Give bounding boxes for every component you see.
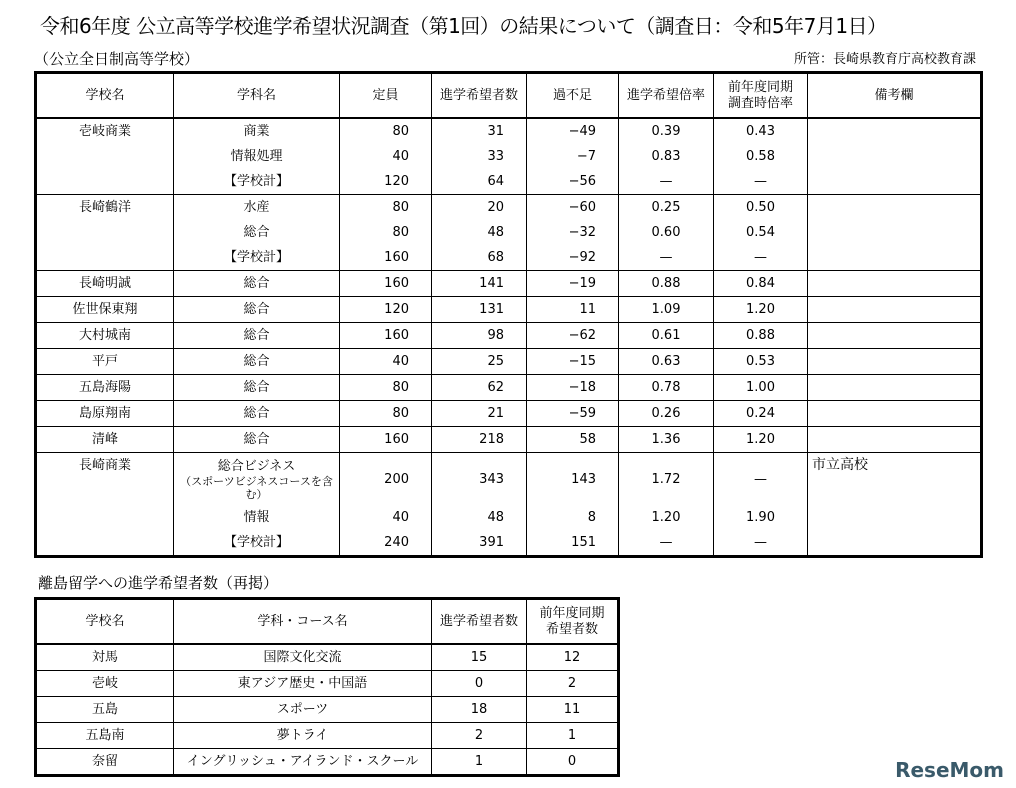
capacity: 80 [340,118,432,144]
surplus-deficit: −56 [527,169,619,195]
application-ratio: — [619,530,714,557]
island-study-table [34,597,620,777]
application-ratio: 0.26 [619,401,714,427]
prev-ratio: 0.24 [714,401,808,427]
prev-applicants: 11 [527,697,619,723]
table-row [36,118,982,144]
remarks [808,427,982,453]
table-row [36,195,982,221]
capacity: 80 [340,401,432,427]
school-name: 長崎鶴洋 [36,195,174,271]
course-name: 【学校計】 [174,169,340,195]
column-header: 前年度同期 希望者数 [527,599,619,645]
table-row [36,401,982,427]
table-row [36,749,619,776]
school-name: 長崎商業 [36,453,174,557]
application-ratio: 0.83 [619,144,714,169]
table-row [36,644,619,671]
course-name: 【学校計】 [174,530,340,557]
applicants: 343 [432,453,527,506]
applicants: 48 [432,220,527,245]
prev-ratio: — [714,245,808,271]
applicants: 18 [432,697,527,723]
applicants: 31 [432,118,527,144]
prev-ratio: 1.20 [714,427,808,453]
application-status-table [34,71,983,558]
prev-applicants: 1 [527,723,619,749]
school-name: 島原翔南 [36,401,174,427]
table-row [36,323,982,349]
applicants: 48 [432,505,527,530]
applicants: 62 [432,375,527,401]
school-name: 奈留 [36,749,174,776]
prev-ratio: 1.90 [714,505,808,530]
column-header: 定員 [340,73,432,119]
school-name: 五島海陽 [36,375,174,401]
school-name: 壱岐商業 [36,118,174,195]
table-row [36,271,982,297]
surplus-deficit: −60 [527,195,619,221]
course-name: スポーツ [174,697,432,723]
application-ratio: 0.63 [619,349,714,375]
column-header: 備考欄 [808,73,982,119]
course-name: イングリッシュ・アイランド・スクール [174,749,432,776]
prev-ratio: 1.00 [714,375,808,401]
capacity: 80 [340,195,432,221]
surplus-deficit: −19 [527,271,619,297]
page-title: 令和6年度 公立高等学校進学希望状況調査（第1回）の結果について（調査日：令和5年7月1日） [40,14,887,38]
prev-ratio: 0.88 [714,323,808,349]
capacity: 40 [340,144,432,169]
applicants: 98 [432,323,527,349]
application-ratio: 1.20 [619,505,714,530]
prev-ratio: 0.84 [714,271,808,297]
surplus-deficit: −15 [527,349,619,375]
application-ratio: 0.60 [619,220,714,245]
course-name: 情報 [174,505,340,530]
course-name-text: 総合ビジネス [217,458,296,474]
surplus-deficit: 151 [527,530,619,557]
column-header: 学校名 [36,599,174,645]
course-name: 【学校計】 [174,245,340,271]
capacity: 160 [340,427,432,453]
application-ratio: 1.72 [619,453,714,506]
application-ratio: 0.39 [619,118,714,144]
column-header: 進学希望者数 [432,73,527,119]
applicants: 131 [432,297,527,323]
prev-ratio: — [714,169,808,195]
application-ratio: — [619,245,714,271]
application-ratio: 0.78 [619,375,714,401]
applicants: 64 [432,169,527,195]
applicants: 20 [432,195,527,221]
remarks [808,271,982,297]
prev-applicants: 2 [527,671,619,697]
application-ratio: 0.88 [619,271,714,297]
school-name: 五島南 [36,723,174,749]
column-header: 学科・コース名 [174,599,432,645]
table-row [36,349,982,375]
column-header: 学校名 [36,73,174,119]
prev-applicants: 0 [527,749,619,776]
remarks [808,401,982,427]
prev-ratio: 0.43 [714,118,808,144]
application-ratio: 1.36 [619,427,714,453]
application-ratio: 0.25 [619,195,714,221]
surplus-deficit: −59 [527,401,619,427]
remarks [808,375,982,401]
surplus-deficit: −7 [527,144,619,169]
course-name: 総合 [174,349,340,375]
applicants: 21 [432,401,527,427]
surplus-deficit: −32 [527,220,619,245]
applicants: 25 [432,349,527,375]
prev-ratio: 0.50 [714,195,808,221]
table-row [36,297,982,323]
course-name: 総合 [174,427,340,453]
applicants: 218 [432,427,527,453]
surplus-deficit: −49 [527,118,619,144]
prev-applicants: 12 [527,644,619,671]
remarks [808,323,982,349]
capacity: 120 [340,297,432,323]
section2-title: 離島留学への進学希望者数（再掲） [38,574,279,592]
school-name: 長崎明誠 [36,271,174,297]
course-name: 国際文化交流 [174,644,432,671]
school-name: 佐世保東翔 [36,297,174,323]
surplus-deficit: −62 [527,323,619,349]
school-name: 壱岐 [36,671,174,697]
surplus-deficit: 143 [527,453,619,506]
applicants: 0 [432,671,527,697]
school-name: 清峰 [36,427,174,453]
header-row [36,73,982,119]
resemom-logo: ReseMom [895,758,1004,782]
application-ratio: — [619,169,714,195]
department: 所管：長崎県教育庁高校教育課 [793,52,976,67]
applicants: 15 [432,644,527,671]
applicants: 391 [432,530,527,557]
capacity: 80 [340,220,432,245]
course-name: 総合 [174,375,340,401]
capacity: 40 [340,505,432,530]
application-ratio: 1.09 [619,297,714,323]
course-name: 夢トライ [174,723,432,749]
school-name: 五島 [36,697,174,723]
capacity: 120 [340,169,432,195]
header-row [36,599,619,645]
applicants: 2 [432,723,527,749]
surplus-deficit: 8 [527,505,619,530]
remarks [808,349,982,375]
prev-ratio: — [714,530,808,557]
surplus-deficit: 58 [527,427,619,453]
school-name: 対馬 [36,644,174,671]
course-name: 東アジア歴史・中国語 [174,671,432,697]
prev-ratio: 0.58 [714,144,808,169]
remarks [808,297,982,323]
course-name: 総合 [174,220,340,245]
course-name: 総合 [174,323,340,349]
application-ratio: 0.61 [619,323,714,349]
applicants: 1 [432,749,527,776]
table-row [36,375,982,401]
column-header: 学科名 [174,73,340,119]
course-name [174,453,340,506]
capacity: 160 [340,323,432,349]
course-name: 水産 [174,195,340,221]
prev-ratio: 0.54 [714,220,808,245]
capacity: 200 [340,453,432,506]
surplus-deficit: −18 [527,375,619,401]
applicants: 141 [432,271,527,297]
remarks: 市立高校 [808,453,982,557]
table-row [36,427,982,453]
column-header: 進学希望倍率 [619,73,714,119]
table-row [36,671,619,697]
capacity: 160 [340,245,432,271]
capacity: 240 [340,530,432,557]
remarks [808,195,982,271]
capacity: 160 [340,271,432,297]
column-header: 過不足 [527,73,619,119]
capacity: 80 [340,375,432,401]
course-name: 総合 [174,401,340,427]
course-name: 商業 [174,118,340,144]
column-header: 前年度同期 調査時倍率 [714,73,808,119]
table-row [36,697,619,723]
surplus-deficit: 11 [527,297,619,323]
course-name: 総合 [174,271,340,297]
course-name: 情報処理 [174,144,340,169]
subtitle: （公立全日制高等学校） [34,50,200,68]
school-name: 平戸 [36,349,174,375]
applicants: 68 [432,245,527,271]
column-header: 進学希望者数 [432,599,527,645]
prev-ratio: 0.53 [714,349,808,375]
applicants: 33 [432,144,527,169]
capacity: 40 [340,349,432,375]
remarks [808,118,982,195]
table-row [36,723,619,749]
course-subnote: （スポーツビジネスコースを含む） [180,474,333,501]
course-name: 総合 [174,297,340,323]
school-name: 大村城南 [36,323,174,349]
surplus-deficit: −92 [527,245,619,271]
table-row [36,453,982,506]
prev-ratio: — [714,453,808,506]
prev-ratio: 1.20 [714,297,808,323]
